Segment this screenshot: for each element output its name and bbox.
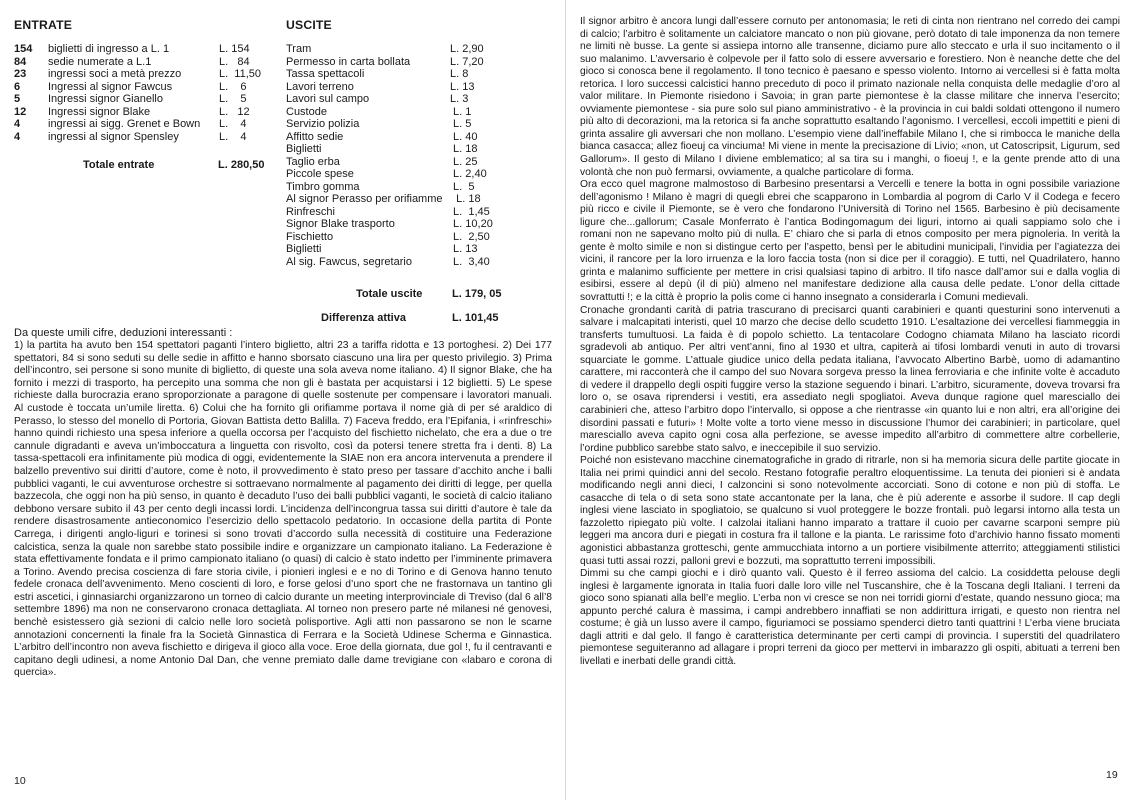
uscite-row bbox=[286, 43, 526, 56]
uscite-row bbox=[286, 68, 526, 81]
entrate-description: Ingressi signor Gianello bbox=[48, 93, 163, 105]
right-paragraph: Ora ecco quel magrone malmostoso di Barbesino presentarsi a Vercelli e tenere la botta in ogni possibile variazione dell’agonismo ! Milano è magri di quegli ebrei che scapparono in Lombardia al pogrom di Carlo V il Codega e fecero più ricco e civile il Piemonte, se è vero che fondarono l’Università di Torino nel 1565. Barbesino è più decisamente ligure che...gallorum; Casale Monferrato è l’antica Bodingomagum dei liguri, intorno ai quali sappiamo solo che i romani non ne sapevano molto più di nulla. E’ chiaro che si parla di etnos composito per mera pignoleria. In verità la gente è molto simile e non si distingue certo per l’aspetto, bensì per le abitudini municipali, l’invidia per l’agiatezza dei vicini, il rancore per la loro irruenza e la loro faccia tosta (non si dice per il coraggio). E tutti, nel Quadrilatero, hanno grinta e malanimo sufficiente per mettere in crisi qualsiasi tapino di arbitro. Il tifo nasce dall’amor sui e dalla voglia di esibirsi, essere al depù (il di più) almeno nel manifestare dedizione alla causa delle pedate. L’onor della cittade sovrattutti !; e la città è proprio la polis come ci hanno insegnato a considerarla i Comuni medievali. bbox=[580, 179, 1120, 304]
uscite-description: Lavori sul campo bbox=[286, 93, 370, 105]
entrate-row bbox=[14, 131, 276, 144]
entrate-row bbox=[14, 43, 276, 56]
totale-uscite-label: Totale uscite bbox=[356, 288, 423, 300]
uscite-description: Fischietto bbox=[286, 230, 334, 243]
uscite-amount: L. 1 bbox=[450, 105, 472, 118]
uscite-row bbox=[286, 56, 526, 69]
uscite-description: Affitto sedie bbox=[286, 130, 344, 143]
uscite-amount: L. 7,20 bbox=[450, 55, 484, 68]
entrate-count: 5 bbox=[14, 93, 21, 105]
uscite-row bbox=[286, 81, 526, 94]
uscite-amount: L. 5 bbox=[450, 180, 475, 193]
uscite-row bbox=[286, 156, 526, 169]
uscite-amount: L. 18 bbox=[450, 143, 478, 155]
entrate-heading: ENTRATE bbox=[14, 18, 73, 32]
uscite-row bbox=[286, 193, 526, 206]
entrate-row bbox=[14, 118, 276, 131]
entrate-amount: L. 4 bbox=[219, 130, 247, 143]
uscite-description: Signor Blake trasporto bbox=[286, 218, 395, 230]
entrate-count: 23 bbox=[14, 68, 27, 80]
uscite-amount: L. 3 bbox=[450, 93, 469, 105]
entrate-amount: L. 154 bbox=[219, 43, 250, 55]
entrate-count: 84 bbox=[14, 55, 27, 68]
intro-line: Da queste umili cifre, deduzioni interessanti : bbox=[14, 327, 233, 339]
page-number-right: 19 bbox=[1106, 769, 1118, 781]
totale-entrate-label: Totale entrate bbox=[83, 159, 155, 171]
entrate-description: Ingressi signor Blake bbox=[48, 105, 151, 118]
uscite-amount: L. 25 bbox=[450, 155, 478, 168]
uscite-description: Biglietti bbox=[286, 243, 322, 255]
uscite-row bbox=[286, 181, 526, 194]
right-paragraph: Cronache grondanti carità di patria trascurano di precisarci quanti carabinieri e quanti questurini sono intervenuti a salvare i malcapitati interisti, quel 10 marzo che decise dello scudetto 1910. L’esaltazione dei vercellesi fiammeggia in transferts tumultuosi. La faida è di popolo schietto. La tentacolare Codogno chiamata Milano ha lasciato ricordi sgradevoli ab antiquo. Per altri vent’anni, fino al 1930 et ultra, capiterà ai tifosi lombardi venuti in auto di trovarsi squarciate le gomme. L’attuale giudice unico della pedata italiana, l’avvocato Albertino Barbè, uomo di adamantino carattere, mi racconterà che il campo del suo Novara sorgeva presso la linea ferroviaria e che infinite volte è accaduto di vedere il drappello degli ospiti fuggire verso la stazione seguendo i binari. L’arbitro, sicuramente, doveva trovarsi fra loro o, se osava riprendersi i vestiti, era assediato negli spogliatoi. Aveva dunque ragione quel maresciallo dei carabinieri che, atteso l’arbitro dopo l’intervallo, si oppose a che rientrasse «in quanto lui e non altri, era all’origine dei disordini passati e futuri» ! Molte volte a torto viene messo in discussione l’humor dei carabinieri; in particolare, quel maresciallo aveva capito ogni cosa alla perfezione, se avesse impedito all’arbitro di commettere altre corbellerie, l’ordine pubblico sarebbe stato salvo, e ineccepibile il suo servizio. bbox=[580, 304, 1120, 454]
entrate-description: biglietti di ingresso a L. 1 bbox=[48, 43, 170, 55]
entrate-amount: L. 12 bbox=[219, 105, 250, 118]
uscite-amount: L. 13 bbox=[450, 80, 475, 93]
uscite-description: Tram bbox=[286, 43, 312, 55]
uscite-description: Custode bbox=[286, 105, 327, 118]
entrate-row bbox=[14, 68, 276, 81]
entrate-count: 4 bbox=[14, 118, 21, 130]
differenza-value: L. 101,45 bbox=[452, 312, 499, 324]
uscite-amount: L. 2,40 bbox=[450, 168, 487, 180]
uscite-row bbox=[286, 243, 526, 256]
right-paragraph: Il signor arbitro è ancora lungi dall’essere cornuto per antonomasia; le reti di cinta non rientrano nel corredo dei campi di calcio; l’arbitro è solitamente un calciatore mancato o non più giovane, però dotato di tale imponenza da non temere ne limiti nè busse. La gente si assiepa intorno alle transenne, diciamo pure allo steccato e urla il suo incitamento o il suo malanimo. L’avversario è colpevole per il fatto solo di essere avversario e forestiero. Non è neanche dette che del gioco si conosca bene il regolamento. Il tono tecnico è paesano e spesso violento. Intorno ai vercellesi si è fatta molta retorica. I loro successi calcistici hanno preceduto di poco il primato nazionale nella conquista delle medaglie d’oro al valor militare. In Piemonte risiedono i Savoia; in gran parte piemontese è la classe militare che innerva l’esercito; ovviamente piemontese - sia pure solo sul piano amministrativo - è la provincia in cui baldi soldati ottengono il numero più alto di decorazioni, ma la retorica si fa anche soprattutto esaltando l’agonismo. I vercellesi, eccoli impettiti e pieni di grinta assalire gli avversari che non mollano. L’esempio viene dall’ineffabile Milano I, che si rimbocca le maniche della bianca casacca; allez fioeuj ca vinciuma! Mi viene in mente la precisazione di Livio; «non, ut Catoscripsit, Ligurum, sed Gallorum». Il gesto di Milano I diviene emblematico; al sa tira su i manghi, o fioeuj !, e la gente prende atto di una volontà che non può fermarsi, ovviamente, a qualche particolare di forma. bbox=[580, 16, 1120, 178]
uscite-row bbox=[286, 131, 526, 144]
uscite-row bbox=[286, 118, 526, 131]
uscite-amount: L. 5 bbox=[450, 118, 472, 130]
uscite-description: Rinfreschi bbox=[286, 205, 335, 218]
uscite-row bbox=[286, 93, 526, 106]
uscite-row bbox=[286, 256, 526, 269]
totale-entrate-value: L. 280,50 bbox=[218, 159, 265, 171]
entrate-description: sedie numerate a L.1 bbox=[48, 55, 152, 68]
uscite-description: Timbro gomma bbox=[286, 180, 360, 193]
uscite-description: Permesso in carta bollata bbox=[286, 55, 411, 68]
entrate-amount: L. 6 bbox=[219, 80, 247, 93]
right-paragraph: Dimmi su che campi giochi e i dirò quanto vali. Questo è il ferreo assioma del calcio. La cosiddetta pelouse degli inglesi è largamente ignorata in Italia fuori dalle loro ville nel Tuscanshire, che è la Toscana degli Italiani. I terreni da gioco sono spianati alla bell’e meglio. L’erba non vi cresce se non nei torridi giorni d’estate, quando nessuno gioca; ma appunto perché calura è massima, i campi andrebbero innaffiati se non addirittura irrigati, e questo non rientra nel costume; è già un lusso avere il campo, figuriamoci se possiamo spenderci dietro tanti quattrini ! L’erba viene bruciata dagli attriti e dal gelo. Il fango è caratteristica determinante per certi campi di provincia. I superstiti del quadrilatero piemontese seguiteranno ad allagare i propri terreni da gioco per mettervi in imbarazzo gli ospiti, abituati a terreni ben livellati e inerbati delle grandi città. bbox=[580, 568, 1120, 667]
uscite-description: Tassa spettacoli bbox=[286, 68, 365, 80]
uscite-row bbox=[286, 106, 526, 119]
uscite-description: Al sig. Fawcus, segretario bbox=[286, 255, 412, 268]
uscite-amount: L. 3,40 bbox=[450, 255, 490, 268]
left-page bbox=[0, 0, 565, 800]
uscite-row bbox=[286, 168, 526, 181]
uscite-description: Lavori terreno bbox=[286, 80, 354, 93]
entrate-description: ingressi ai sigg. Grenet e Bown bbox=[48, 118, 201, 130]
entrate-row bbox=[14, 93, 276, 106]
entrate-amount: L. 5 bbox=[219, 93, 247, 105]
page-number-left: 10 bbox=[14, 775, 26, 787]
uscite-row bbox=[286, 218, 526, 231]
entrate-amount: L. 4 bbox=[219, 118, 247, 130]
right-body-text bbox=[580, 16, 1120, 668]
right-page bbox=[566, 0, 1131, 800]
uscite-row bbox=[286, 206, 526, 219]
left-body-text: 1) la partita ha avuto ben 154 spettatori paganti l’intero biglietto, altri 23 a tariffa ridotta e 13 portoghesi. 2) Dei 177 spettatori, 84 si sono seduti su delle sedie in affitto e hanno sborsato ciascuno una lira per questo privilegio. 3) Prima dell’incontro, sei persone si sono munite di biglietto, di queste una sola aveva nome italiano. 4) Il signor Blake, che ha fornito i mezzi di trasporto, ha percepito una somma che non gli è bastata per acquistarsi i 12 biglietti. 5) Le spese richieste dalla burocrazia erano sproporzionate a paragone di quelle sostenute per compensare i lavoratori manuali. Al custode è toccata un’umile liretta. 6) Colui che ha fornito gli orifiamme portava il nome già di per sé araldico di Perasso, lo stesso del monello di Portoria, Giovan Battista detto Balilla. 7) Faceva freddo, era l’Epifania, i «rinfreschi» hanno quindi richiesto una spesa inferiore a quella occorsa per l’acquisto del fischietto nichelato, che era a due o tre cannule digradanti e aveva un’imboccatura a linguetta con risvolto, così da potersi tenere stretta fra i denti. 8) La tassa-spettacoli era infinitamente più modica di oggi, evidentemente la SIAE non era ancora intervenuta a prendere il balzello preventivo sui diritti d’autore, come è noto, il provvedimento è stato preso per tassare d’acchito anche i balli pubblici vaganti, le cui avventurose orchestre si sottraevano normalmente al pagamento dei diritti di legge, per quella bazzecola, che oggi non ha più senso, in quanto è decaduto l’uso dei balli pubblici vaganti, le società di calcio italiano debbono versare subito il 43 per cento degli incassi lordi. L’incidenza dell’incongrua tassa sui diritti d’autore è tale da rendere disastrosamente antieconomico l’esercizio dello spettacolo pedatorio. In occasione della partita di Ponte Carrega, i dirigenti anglo-liguri e torinesi si sono trovati d’accordo sulla necessità di costituire una Federazione calcistica, senza la quale non sarebbe stato possibile indire e organizzare un campionato italiano. La Federazione è stata effettivamente fondata e il primo campionato italiano (o quasi) di calcio è stato indetto per l’imminente primavera a Torino. Avendo precisa coscienza di fare storia civile, i pionieri inglesi e e no di Torino e di Genova hanno tenuto fedele cronaca dell’avvenimento. Meno coscienti di loro, e forse gelosi d’uno sport che ne frastornava un tantino gli estri ascetici, i ginnasiarchi organizzarono un torneo di calcio durante un meeting interprovinciale di Treviso (dal 6 all’8 settembre 1896) ma non ne conservarono cronaca dettagliata. Al torneo non presero parte né milanesi né genovesi, benchè esistessero già sezioni di calcio nelle loro società polisportive. Agli atti non passarono se non le scarne annotazioni concernenti la finale fra la Società Ginnastica di Ferrara e la Società Udinese Scherma e Ginnastica. L’arbitro dell’incontro non aveva fischietto e dirigeva il gioco alla voce. Eroe della giornata, due gol !, fu il centravanti e capitano degli udinesi, a nome Antonio Dal Dan, che venne premiato dalle dame trevigiane con «labaro e corona di quercia». bbox=[14, 340, 552, 679]
uscite-description: Piccole spese bbox=[286, 168, 354, 180]
totale-uscite-value: L. 179, 05 bbox=[452, 288, 502, 300]
uscite-amount: L. 13 bbox=[450, 243, 478, 255]
uscite-amount: L. 1,45 bbox=[450, 205, 490, 218]
uscite-amount: L. 18 bbox=[450, 193, 481, 205]
uscite-table bbox=[286, 43, 526, 268]
entrate-row bbox=[14, 56, 276, 69]
entrate-amount: L. 11,50 bbox=[219, 68, 261, 80]
entrate-description: ingressi soci a metà prezzo bbox=[48, 68, 182, 80]
uscite-description: Servizio polizia bbox=[286, 118, 360, 130]
entrate-amount: L. 84 bbox=[219, 55, 250, 68]
entrate-row bbox=[14, 106, 276, 119]
uscite-row bbox=[286, 143, 526, 156]
uscite-amount: L. 10,20 bbox=[450, 218, 493, 230]
entrate-count: 12 bbox=[14, 105, 27, 118]
right-paragraph: Poiché non esistevano macchine cinematografiche in grado di ritrarle, non si ha memoria sicura delle partite giocate in Italia nei primi quindici anni del secolo. Restano fotografie peraltro eloquentissime. La tenuta dei pionieri si è andata modificando negli anni dieci, I calzoncini si sono notevolmente accorciati. Sono di cotone e non più di stoffa. Le casacche di tela o di seta sono state accantonate per la lana, che è più aderente e assorbe il sudore. Il cap degli inglesi viene lasciato in spogliatoio, se qualcuno si vuol proteggere le bozze frontali. può legarsi intorno alla testa un fazzoletto ripiegato più volte. I calzolai italiani hanno imparato a trattare il cuoio per cavarne scarponi sempre più leggeri ma ancora duri e piegati in costura fra il tallone e la pianta. Le rarissime foto d’archivio hanno fissato momenti agonistici abbastanza grotteschi, gente ammucchiata intorno a un portiere visibilmente atterrito; atteggiamenti stilistici quasi tutti assai rozzi, palloni grevi e bozzuti, ma soprattutto terreni impossibili. bbox=[580, 455, 1120, 567]
differenza-label: Differenza attiva bbox=[321, 312, 406, 324]
entrate-count: 154 bbox=[14, 43, 33, 55]
entrate-description: ingressi al signor Spensley bbox=[48, 130, 179, 143]
uscite-description: Al signor Perasso per orifiamme bbox=[286, 193, 443, 205]
uscite-amount: L. 2,90 bbox=[450, 43, 484, 55]
uscite-row bbox=[286, 231, 526, 244]
entrate-table bbox=[14, 43, 276, 143]
uscite-amount: L. 2,50 bbox=[450, 230, 490, 243]
entrate-row bbox=[14, 81, 276, 94]
uscite-amount: L. 40 bbox=[450, 130, 478, 143]
uscite-heading: USCITE bbox=[286, 18, 332, 32]
entrate-count: 4 bbox=[14, 130, 21, 143]
entrate-count: 6 bbox=[14, 80, 21, 93]
uscite-description: Biglietti bbox=[286, 143, 322, 155]
uscite-amount: L. 8 bbox=[450, 68, 469, 80]
uscite-description: Taglio erba bbox=[286, 155, 340, 168]
entrate-description: Ingressi al signor Fawcus bbox=[48, 80, 173, 93]
